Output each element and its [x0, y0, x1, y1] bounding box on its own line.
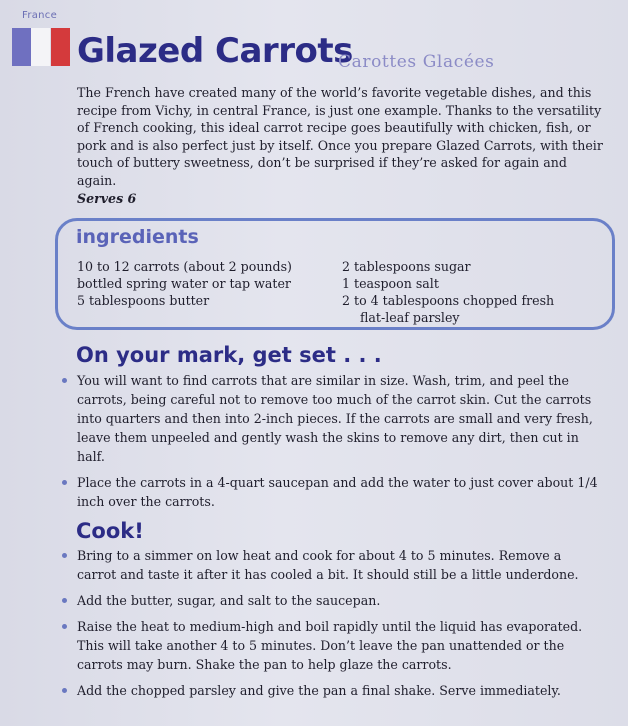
recipe-subtitle: Carottes Glacées	[338, 52, 495, 72]
flag-red-stripe	[51, 28, 70, 66]
cook-step: Raise the heat to medium-high and boil rapidly until the liquid has evaporated. This will take another 4 to 5 minutes. Don’t leave the pan unattended or the carrots may burn. Shake the pan to help glaze the carrots.	[60, 617, 600, 674]
french-flag-icon	[12, 28, 70, 66]
ingredient-item: 10 to 12 carrots (about 2 pounds)	[77, 259, 292, 274]
cook-step: Add the butter, sugar, and salt to the saucepan.	[60, 591, 600, 610]
ingredients-heading: ingredients	[76, 226, 199, 248]
cook-step: Add the chopped parsley and give the pan a final shake. Serve immediately.	[60, 681, 600, 700]
prep-step: You will want to find carrots that are similar in size. Wash, trim, and peel the carrots, being careful not to remove too much of the carrot skin. Cut the carrots into quarters and then into 2-inch pieces. If the carrots are small and very fresh, leave them unpeeled and gently wash the skins to remove any dirt, then cut in half.	[60, 371, 600, 466]
cook-steps-list	[60, 546, 600, 707]
country-label: France	[22, 10, 58, 21]
serves-label: Serves 6	[77, 191, 137, 206]
prep-heading: On your mark, get set . . .	[76, 343, 382, 367]
ingredient-item: 2 to 4 tablespoons chopped fresh	[342, 293, 555, 308]
cook-heading: Cook!	[76, 519, 144, 543]
ingredient-item: 5 tablespoons butter	[77, 293, 210, 308]
ingredient-item: 2 tablespoons sugar	[342, 259, 471, 274]
flag-white-stripe	[31, 28, 50, 66]
prep-step: Place the carrots in a 4-quart saucepan and add the water to just cover about 1/4 inch over the carrots.	[60, 473, 600, 511]
cook-step: Bring to a simmer on low heat and cook for about 4 to 5 minutes. Remove a carrot and taste it after it has cooled a bit. It should still be a little underdone.	[60, 546, 600, 584]
ingredient-item: 1 teaspoon salt	[342, 276, 439, 291]
ingredients-list-left	[77, 258, 292, 309]
prep-steps-list	[60, 371, 600, 518]
ingredient-item-continued: flat-leaf parsley	[360, 310, 460, 325]
flag-blue-stripe	[12, 28, 31, 66]
recipe-title: Glazed Carrots	[77, 31, 353, 71]
ingredient-item: bottled spring water or tap water	[77, 276, 291, 291]
intro-paragraph: The French have created many of the world’s favorite vegetable dishes, and this recipe from Vichy, in central France, is just one example. Thanks to the versatility of French cooking, this ideal carrot recipe goes beautifully with chicken, fish, or pork and is also perfect just by itself. Once you prepare Glazed Carrots, with their touch of buttery sweetness, don’t be surprised if they’re asked for again and again.	[77, 85, 603, 188]
ingredients-list-right	[342, 258, 554, 326]
